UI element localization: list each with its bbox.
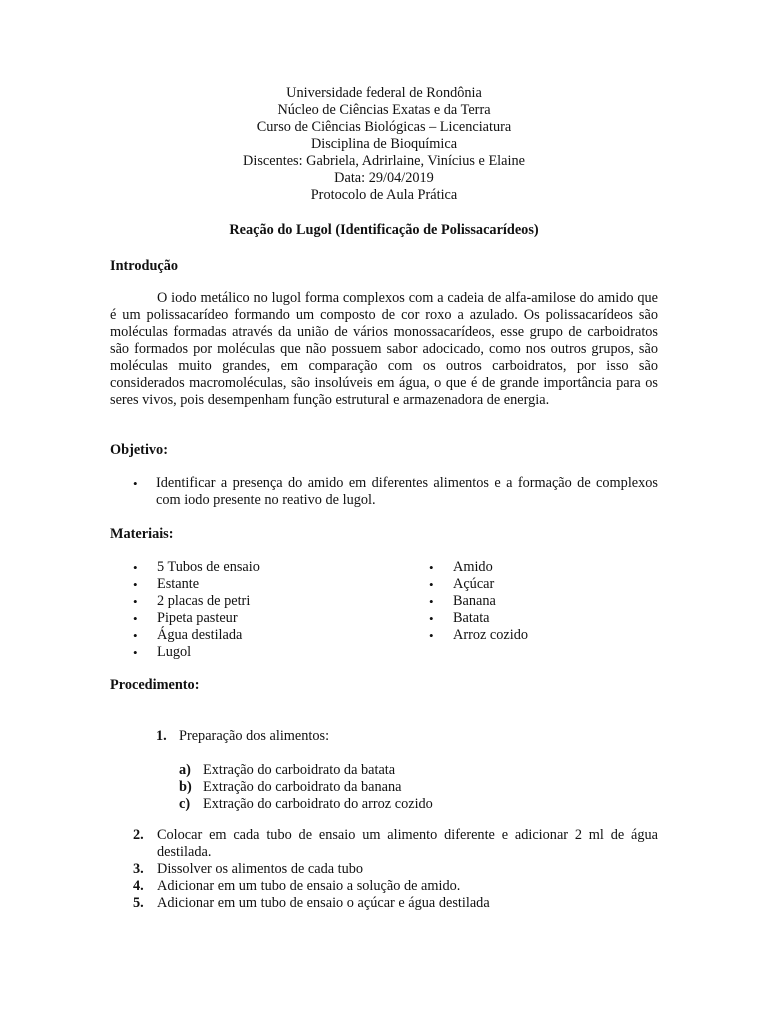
bullet-icon: •: [429, 611, 434, 626]
list-item: • Amido: [429, 559, 493, 575]
step-text: Colocar em cada tubo de ensaio um alimento diferente e adicionar 2 ml de água destilada.: [157, 827, 658, 860]
step-text: Dissolver os alimentos de cada tubo: [157, 861, 364, 877]
list-item: • Batata: [429, 610, 490, 626]
header-students: Discentes: Gabriela, Adrirlaine, Vinícius e Elaine: [243, 153, 525, 169]
header-course: Curso de Ciências Biológicas – Licenciatura: [256, 119, 512, 135]
objective-text: Identificar a presença do amido em diferentes alimentos e a formação de complexos com iodo presente no reativo de lugol.: [156, 475, 658, 508]
substep-letter: c): [179, 796, 191, 812]
substep-text: Extração do carboidrato do arroz cozido: [203, 796, 433, 812]
bullet-icon: •: [133, 611, 138, 626]
document-header: [0, 85, 768, 204]
list-item: • 2 placas de petri: [133, 593, 251, 609]
bullet-icon: •: [133, 628, 138, 643]
substep-letter: a): [179, 762, 191, 778]
bullet-icon: •: [429, 577, 434, 592]
procedure-steps: [133, 827, 658, 912]
materials-list-right: [429, 559, 528, 644]
header-protocol: Protocolo de Aula Prática: [310, 187, 458, 203]
step-text: Adicionar em um tubo de ensaio o açúcar e água destilada: [157, 895, 490, 911]
list-item: [133, 827, 658, 861]
list-item: • Água destilada: [133, 627, 243, 643]
list-item: [133, 878, 658, 895]
step-number: 5.: [133, 895, 144, 911]
step-number: 3.: [133, 861, 144, 877]
header-university: Universidade federal de Rondônia: [286, 85, 482, 101]
bullet-icon: •: [429, 594, 434, 609]
bullet-icon: •: [133, 560, 138, 575]
list-item: • 5 Tubos de ensaio: [133, 559, 260, 575]
list-item: • Estante: [133, 576, 200, 592]
document-title: Reação do Lugol (Identificação de Polissacarídeos): [229, 222, 539, 238]
substep-text: Extração do carboidrato da batata: [203, 762, 396, 778]
list-item: • Lugol: [133, 644, 192, 660]
bullet-icon: •: [133, 645, 138, 660]
materials-heading: Materiais:: [110, 526, 174, 542]
objective-bullet: •: [133, 476, 138, 491]
bullet-icon: •: [133, 577, 138, 592]
intro-heading: Introdução: [110, 258, 179, 274]
step-text: Preparação dos alimentos:: [179, 728, 330, 744]
list-item: [133, 895, 658, 912]
step-text: Adicionar em um tubo de ensaio a solução de amido.: [157, 878, 461, 894]
step-number: 1.: [156, 728, 167, 744]
list-item: • Arroz cozido: [429, 627, 529, 643]
header-date: Data: 29/04/2019: [334, 170, 434, 186]
step-number: 2.: [133, 827, 144, 843]
header-discipline: Disciplina de Bioquímica: [310, 136, 458, 152]
list-item: • Açúcar: [429, 576, 495, 592]
objective-heading: Objetivo:: [110, 442, 168, 458]
intro-paragraph: O iodo metálico no lugol forma complexos com a cadeia de alfa-amilose do amido que é um polissacarídeo formando um composto de cor roxo a azulado. Os polissacarídeos são moléculas formadas através da união de vários monossacarídeos, esse grupo de carboidratos são formados por moléculas que não possuem sabor adocicado, como nos outros grupos, são moléculas muito grandes, em comparação com os outros carboidratos, por isso são considerados macromoléculas, são insolúveis em água, o que é de grande importância para os seres vivos, pois desempenham função estrutural e armazenadora de energia.: [110, 290, 658, 408]
materials-list-left: [133, 559, 260, 661]
list-item: • Pipeta pasteur: [133, 610, 238, 626]
substep-letter: b): [179, 779, 192, 795]
procedure-heading: Procedimento:: [110, 677, 200, 693]
header-center: Núcleo de Ciências Exatas e da Terra: [277, 102, 491, 118]
list-item: • Banana: [429, 593, 496, 609]
bullet-icon: •: [429, 560, 434, 575]
step-number: 4.: [133, 878, 144, 894]
bullet-icon: •: [429, 628, 434, 643]
substep-text: Extração do carboidrato da banana: [203, 779, 402, 795]
bullet-icon: •: [133, 594, 138, 609]
list-item: [133, 861, 658, 878]
